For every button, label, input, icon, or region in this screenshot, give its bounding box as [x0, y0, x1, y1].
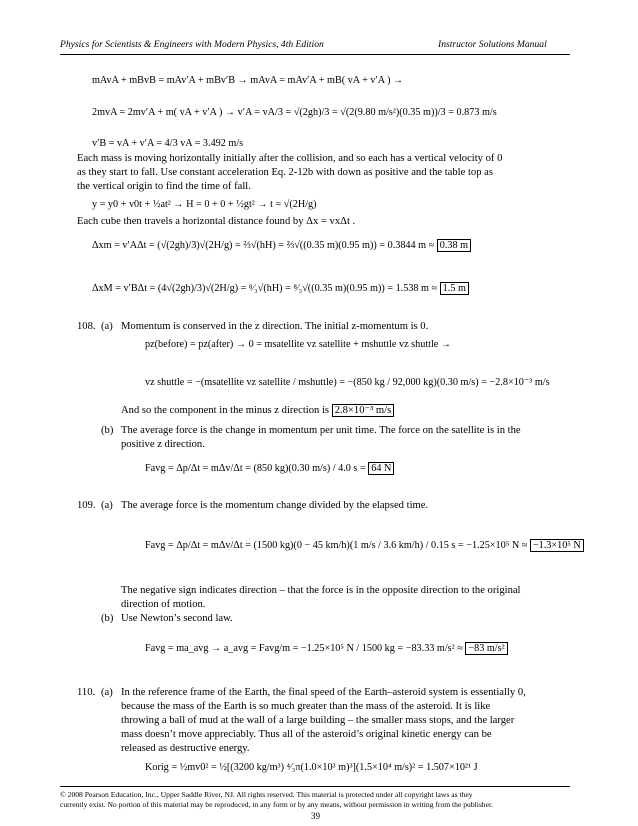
sentence: And so the component in the minus z direction is — [121, 405, 330, 416]
p107-time-of-fall-equation: y = y0 + v0t + ½at² → H = 0 + 0 + ½gt² → t = √(2H/g) — [92, 199, 317, 210]
p110-number: 110. — [77, 687, 96, 698]
boxed-answer: 2.8×10⁻³ m/s — [332, 404, 395, 417]
p107-distance-text: Each cube then travels a horizontal distance found by Δx = vxΔt . — [77, 216, 356, 227]
p107-text-line: as they start to fall. Use constant acceleration Eq. 2-12b with down as positive and the table top as — [77, 167, 493, 178]
p109-force-equation — [145, 539, 584, 552]
p108-part-a: (a) — [101, 321, 113, 332]
page-number: 39 — [311, 811, 320, 821]
p109-text-a: The average force is the momentum change divided by the elapsed time. — [121, 500, 429, 511]
p109-number: 109. — [77, 500, 96, 511]
p108-text-a: Momentum is conserved in the z direction. The initial z-momentum is 0. — [121, 321, 429, 332]
equation-body: Favg = ma_avg → a_avg = Favg/m = −1.25×10⁵ N / 1500 kg = −83.33 m/s² ≈ — [145, 643, 463, 654]
p108-number: 108. — [77, 321, 96, 332]
p107-velocity-a-equation: 2mvA = 2mv′A + m( vA + v′A ) → v′A = vA/3 = √(2gh)/3 = √(2(9.80 m/s²)(0.35 m))/3 = 0.873 m/s — [92, 107, 497, 118]
p107-distance-m-equation — [92, 239, 471, 252]
p108-text-a2 — [121, 404, 394, 417]
p107-velocity-b-equation: v′B = vA + v′A = 4/3 vA = 3.492 m/s — [92, 138, 244, 149]
footer-rule — [60, 786, 570, 787]
equation-body: Δxm = v′AΔt = (√(2gh)/3)√(2H/g) = ⅔√(hH) = ⅔√((0.35 m)(0.95 m)) = 0.3844 m ≈ — [92, 240, 435, 251]
p109-text-a2: The negative sign indicates direction – that the force is in the opposite direction to the original — [121, 585, 521, 596]
header-rule — [60, 54, 570, 55]
p107-text-line: the vertical origin to find the time of fall. — [77, 181, 251, 192]
boxed-answer: −1.3×10⁵ N — [530, 539, 584, 552]
p109-text-b: Use Newton’s second law. — [121, 613, 233, 624]
p108-text-b: positive z direction. — [121, 439, 205, 450]
p107-text-line: Each mass is moving horizontally initially after the collision, and so each has a vertical velocity of 0 — [77, 153, 503, 164]
p108-text-b: The average force is the change in momentum per unit time. The force on the satellite is in the — [121, 425, 521, 436]
p109-part-a: (a) — [101, 500, 113, 511]
boxed-answer: 1.5 m — [440, 282, 469, 295]
p109-part-b: (b) — [101, 613, 114, 624]
p110-part-a: (a) — [101, 687, 113, 698]
p110-text: throwing a ball of mud at the wall of a large building – the smaller mass stops, and the larger — [121, 715, 515, 726]
p108-part-b: (b) — [101, 425, 114, 436]
boxed-answer: 64 N — [368, 462, 394, 475]
book-title: Physics for Scientists & Engineers with Modern Physics, 4th Edition — [60, 39, 324, 50]
p109-acceleration-equation — [145, 642, 508, 655]
boxed-answer: −83 m/s² — [465, 642, 507, 655]
p110-text: mass doesn’t move appreciably. Thus all of the asteroid’s original kinetic energy can be — [121, 729, 492, 740]
p107-distance-M-equation — [92, 282, 469, 295]
p108-shuttle-velocity-equation: vz shuttle = −(msatellite vz satellite / mshuttle) = −(850 kg / 92,000 kg)(0.30 m/s) = −2.8×10⁻³ m/s — [145, 377, 550, 388]
p110-text: released as destructive energy. — [121, 743, 250, 754]
boxed-answer: 0.38 m — [437, 239, 471, 252]
copyright-line: © 2008 Pearson Education, Inc., Upper Saddle River, NJ. All rights reserved. This material is protected under all copyright laws as they — [60, 790, 473, 799]
p110-text: because the mass of the Earth is so much greater than the mass of the asteroid. It is like — [121, 701, 491, 712]
equation-body: ΔxM = v′BΔt = (4√(2gh)/3)√(2H/g) = ⁸⁄₃√(hH) = ⁸⁄₃√((0.35 m)(0.95 m)) = 1.538 m ≈ — [92, 283, 438, 294]
manual-title: Instructor Solutions Manual — [438, 39, 547, 50]
equation-body: Favg = Δp/Δt = mΔv/Δt = (1500 kg)(0 − 45 km/h)(1 m/s / 3.6 km/h) / 0.15 s = −1.25×10⁵ N ≈ — [145, 540, 528, 551]
p110-text: In the reference frame of the Earth, the final speed of the Earth–asteroid system is essentially 0, — [121, 687, 526, 698]
p107-momentum-equation: mAvA + mBvB = mAv′A + mBv′B → mAvA = mAv′A + mB( vA + v′A ) → — [92, 75, 404, 86]
p110-kinetic-energy-equation: Korig = ½mv0² = ½[(3200 kg/m³) ⁴⁄₃π(1.0×10³ m)³](1.5×10⁴ m/s)² = 1.507×10²¹ J — [145, 762, 478, 773]
equation-body: Favg = Δp/Δt = mΔv/Δt = (850 kg)(0.30 m/s) / 4.0 s = — [145, 463, 366, 474]
copyright-line: currently exist. No portion of this material may be reproduced, in any form or by any means, without permission in writing from the publisher. — [60, 800, 493, 809]
p109-text-a2: direction of motion. — [121, 599, 206, 610]
p108-conservation-equation: pz(before) = pz(after) → 0 = msatellite vz satellite + mshuttle vz shuttle → — [145, 339, 452, 350]
p108-force-equation — [145, 462, 394, 475]
